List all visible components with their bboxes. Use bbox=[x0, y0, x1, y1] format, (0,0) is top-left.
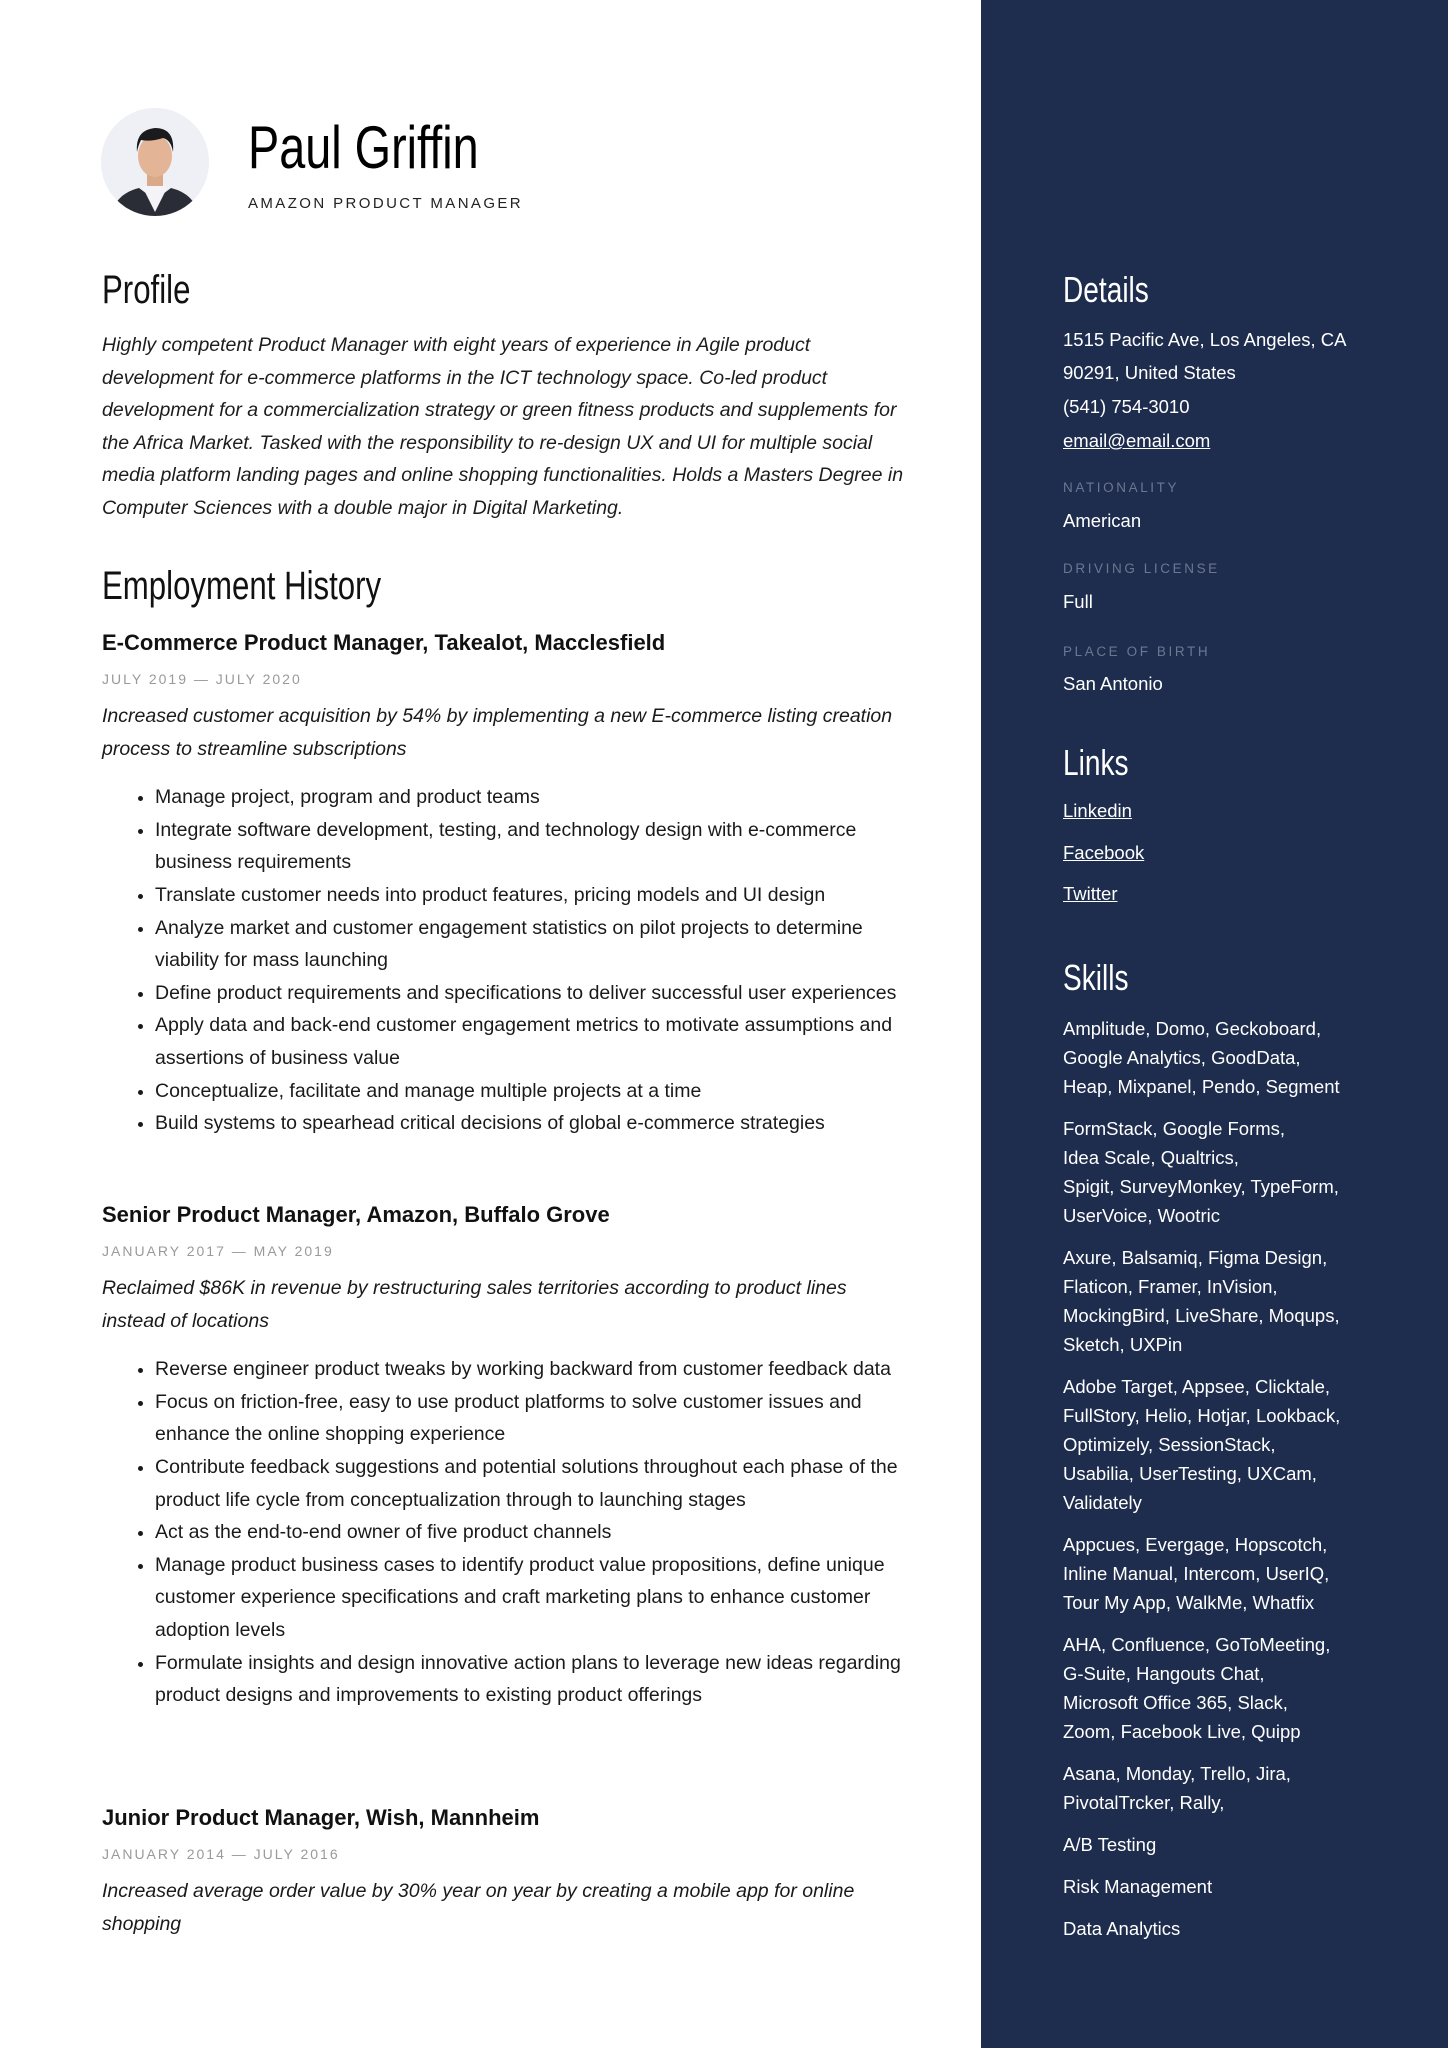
skill-group bbox=[1063, 1759, 1393, 1817]
skill-group bbox=[1063, 1830, 1393, 1859]
skill-group bbox=[1063, 1914, 1393, 1943]
job-dates: JANUARY 2014 — JULY 2016 bbox=[102, 1846, 340, 1862]
birth-value: San Antonio bbox=[1063, 673, 1163, 694]
job-bullet-list bbox=[102, 1353, 912, 1712]
email-link[interactable] bbox=[1063, 426, 1210, 456]
address-line-2: 90291, United States bbox=[1063, 362, 1236, 383]
address-line-1: 1515 Pacific Ave, Los Angeles, CA bbox=[1063, 329, 1347, 350]
job-bullet: • Formulate insights and design innovative action plans to leverage new ideas regarding product designs and improvements to existing product offerings bbox=[155, 1647, 912, 1712]
skill-group bbox=[1063, 1630, 1393, 1746]
skill-line: Validately bbox=[1063, 1492, 1142, 1513]
job-bullet: • Apply data and back-end customer engagement metrics to motivate assumptions and assertions of business value bbox=[155, 1009, 912, 1074]
skill-line: Idea Scale, Qualtrics, bbox=[1063, 1147, 1239, 1168]
job-bullet: • Translate customer needs into product features, pricing models and UI design bbox=[155, 879, 912, 912]
link-facebook[interactable] bbox=[1063, 838, 1144, 868]
birth-label: PLACE OF BIRTH bbox=[1063, 644, 1211, 659]
job-summary: Reclaimed $86K in revenue by restructuring sales territories according to product lines instead of locations bbox=[102, 1277, 847, 1332]
skill-line: Adobe Target, Appsee, Clicktale, bbox=[1063, 1376, 1331, 1397]
job-bullet: • Manage project, program and product teams bbox=[155, 781, 912, 814]
skill-line: Risk Management bbox=[1063, 1876, 1213, 1897]
link-twitter[interactable] bbox=[1063, 879, 1117, 909]
skill-line: FormStack, Google Forms, bbox=[1063, 1118, 1286, 1139]
link-facebook-text[interactable]: Facebook bbox=[1063, 842, 1145, 863]
skill-group bbox=[1063, 1014, 1393, 1101]
job-summary: Increased customer acquisition by 54% by implementing a new E-commerce listing creation process to streamline subscriptions bbox=[102, 705, 893, 760]
skill-line: A/B Testing bbox=[1063, 1834, 1157, 1855]
details-heading: Details bbox=[1063, 269, 1149, 310]
links-heading: Links bbox=[1063, 742, 1129, 783]
job-bullet: • Integrate software development, testing, and technology design with e-commerce business requirements bbox=[155, 814, 912, 879]
skill-line: Data Analytics bbox=[1063, 1918, 1181, 1939]
skill-line: Microsoft Office 365, Slack, bbox=[1063, 1692, 1288, 1713]
job-dates: JANUARY 2017 — MAY 2019 bbox=[102, 1243, 334, 1259]
job-summary: Increased average order value by 30% year on year by creating a mobile app for online shopping bbox=[102, 1880, 855, 1935]
job-bullet: • Build systems to spearhead critical decisions of global e-commerce strategies bbox=[155, 1107, 912, 1140]
skill-line: Flaticon, Framer, InVision, bbox=[1063, 1276, 1278, 1297]
skill-line: Asana, Monday, Trello, Jira, bbox=[1063, 1763, 1291, 1784]
job-entry bbox=[102, 1803, 912, 1940]
job-bullet: • Define product requirements and specifications to deliver successful user experiences bbox=[155, 977, 912, 1010]
skill-line: Spigit, SurveyMonkey, TypeForm, bbox=[1063, 1176, 1339, 1197]
job-bullet: • Act as the end-to-end owner of five product channels bbox=[155, 1516, 912, 1549]
skill-line: Sketch, UXPin bbox=[1063, 1334, 1183, 1355]
skill-line: MockingBird, LiveShare, Moqups, bbox=[1063, 1305, 1340, 1326]
nationality-value: American bbox=[1063, 510, 1142, 531]
profile-photo-icon bbox=[101, 108, 209, 216]
profile-heading: Profile bbox=[102, 268, 191, 312]
skill-line: Optimizely, SessionStack, bbox=[1063, 1434, 1276, 1455]
employment-heading: Employment History bbox=[102, 564, 382, 608]
candidate-job-title: AMAZON PRODUCT MANAGER bbox=[248, 195, 524, 212]
license-label: DRIVING LICENSE bbox=[1063, 561, 1220, 576]
job-bullet: • Focus on friction-free, easy to use product platforms to solve customer issues and enhance the online shopping experience bbox=[155, 1386, 912, 1451]
skill-line: Heap, Mixpanel, Pendo, Segment bbox=[1063, 1076, 1340, 1097]
nationality-label: NATIONALITY bbox=[1063, 480, 1180, 495]
skill-line: Google Analytics, GoodData, bbox=[1063, 1047, 1301, 1068]
skills-heading: Skills bbox=[1063, 957, 1129, 998]
job-title: Senior Product Manager, Amazon, Buffalo Grove bbox=[102, 1202, 610, 1227]
license-value: Full bbox=[1063, 591, 1093, 612]
job-bullet: • Reverse engineer product tweaks by working backward from customer feedback data bbox=[155, 1353, 912, 1386]
skill-line: Appcues, Evergage, Hopscotch, bbox=[1063, 1534, 1328, 1555]
skill-group bbox=[1063, 1114, 1393, 1230]
skill-group bbox=[1063, 1530, 1393, 1617]
skill-line: G-Suite, Hangouts Chat, bbox=[1063, 1663, 1265, 1684]
skill-line: AHA, Confluence, GoToMeeting, bbox=[1063, 1634, 1331, 1655]
job-bullet: • Manage product business cases to identify product value propositions, define unique customer experience specifications and craft marketing plans to enhance customer adoption levels bbox=[155, 1549, 912, 1647]
avatar bbox=[101, 108, 209, 216]
skill-line: Usabilia, UserTesting, UXCam, bbox=[1063, 1463, 1317, 1484]
job-bullet-list bbox=[102, 781, 912, 1140]
job-bullet: • Conceptualize, facilitate and manage multiple projects at a time bbox=[155, 1075, 912, 1108]
link-twitter-text[interactable]: Twitter bbox=[1063, 883, 1118, 904]
skill-line: FullStory, Helio, Hotjar, Lookback, bbox=[1063, 1405, 1341, 1426]
phone: (541) 754-3010 bbox=[1063, 396, 1190, 417]
skill-line: UserVoice, Wootric bbox=[1063, 1205, 1220, 1226]
job-bullet: • Analyze market and customer engagement statistics on pilot projects to determine viability for mass launching bbox=[155, 912, 912, 977]
skill-line: Zoom, Facebook Live, Quipp bbox=[1063, 1721, 1301, 1742]
skill-group bbox=[1063, 1243, 1393, 1359]
skill-line: Inline Manual, Intercom, UserIQ, bbox=[1063, 1563, 1330, 1584]
job-bullet: • Contribute feedback suggestions and potential solutions throughout each phase of the product life cycle from conceptualization through to launching stages bbox=[155, 1451, 912, 1516]
link-linkedin[interactable] bbox=[1063, 796, 1132, 826]
job-entry bbox=[102, 628, 912, 1140]
job-title: Junior Product Manager, Wish, Mannheim bbox=[102, 1805, 540, 1830]
skill-group bbox=[1063, 1872, 1393, 1901]
skill-group bbox=[1063, 1372, 1393, 1517]
candidate-name: Paul Griffin bbox=[248, 114, 479, 181]
email-link-text[interactable]: email@email.com bbox=[1063, 430, 1211, 451]
skills-list bbox=[1063, 1014, 1393, 1956]
job-entry bbox=[102, 1200, 912, 1712]
job-dates: JULY 2019 — JULY 2020 bbox=[102, 671, 302, 687]
skill-line: Axure, Balsamiq, Figma Design, bbox=[1063, 1247, 1328, 1268]
job-title: E-Commerce Product Manager, Takealot, Macclesfield bbox=[102, 630, 666, 655]
profile-text: Highly competent Product Manager with eight years of experience in Agile product development for e-commerce platforms in the ICT technology space. Co-led product development for a commercialization strategy or green fitness products and supplements for the Africa Market. Tasked with the responsibility to re-design UX and UI for multiple social media platform landing pages and online shopping functionalities. Holds a Masters Degree in Computer Sciences with a double major in Digital Marketing. bbox=[102, 334, 904, 519]
link-linkedin-text[interactable]: Linkedin bbox=[1063, 800, 1132, 821]
skill-line: Tour My App, WalkMe, Whatfix bbox=[1063, 1592, 1315, 1613]
skill-line: PivotalTrcker, Rally, bbox=[1063, 1792, 1225, 1813]
skill-line: Amplitude, Domo, Geckoboard, bbox=[1063, 1018, 1322, 1039]
